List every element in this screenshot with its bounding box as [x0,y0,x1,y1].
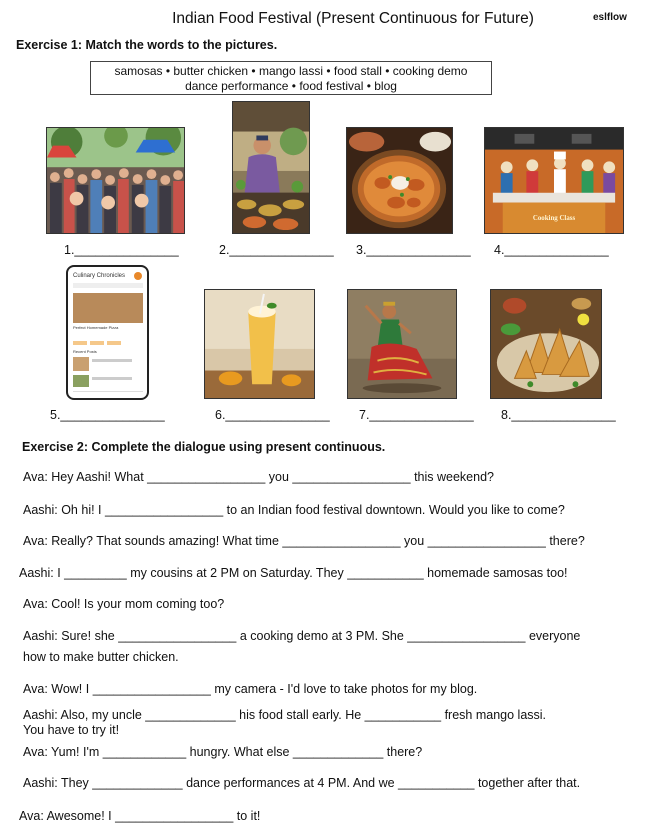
blog-app-title: Culinary Chronicles [73,273,126,279]
samosas-plate-photo [490,289,602,399]
dialogue-line-4: Aashi: I _________ my cousins at 2 PM on Saturday. They ___________ homemade samosas too! [19,566,568,580]
food-stall-vendor-photo [232,101,310,234]
indian-dancer-photo [347,289,457,399]
dialogue-line-10: Aashi: They _____________ dance performances at 4 PM. And we ___________ together after that. [23,776,581,790]
blog-post-title: Perfect Homemade Pizza [73,325,119,330]
picture-blank-3[interactable]: 3._______________ [356,243,471,257]
dialogue-line-1: Ava: Hey Aashi! What _________________ you _________________ this weekend? [23,470,494,484]
blog-avatar-icon [134,272,142,280]
dialogue-line-8: Aashi: Also, my uncle _____________ his food stall early. He ___________ fresh mango lassi. [23,708,547,722]
picture-blank-7[interactable]: 7._______________ [359,408,474,422]
page-title: Indian Food Festival (Present Continuous for Future) [172,10,534,27]
blog-chip-1 [73,341,87,345]
dialogue-line-11: Ava: Awesome! I _________________ to it! [19,809,261,823]
blog-tab-bar [73,391,143,392]
exercise2-heading: Exercise 2: Complete the dialogue using present continuous. [22,440,386,454]
blog-line-2 [92,377,132,380]
dialogue-line-6-continued: how to make butter chicken. [23,650,179,664]
exercise1-heading: Exercise 1: Match the words to the pictures. [16,38,278,52]
blog-thumb-1 [73,357,89,371]
blog-on-phone-screenshot [66,265,149,400]
picture-blank-2[interactable]: 2._______________ [219,243,334,257]
word-bank-line1: samosas • butter chicken • mango lassi • food stall • cooking demo [114,64,468,78]
picture-blank-1[interactable]: 1._______________ [64,243,179,257]
mango-lassi-glass-photo [204,289,315,399]
crowded-street-festival-photo [46,127,185,234]
cooking-class-illustration [484,127,624,234]
dialogue-line-9: Ava: Yum! I'm ____________ hungry. What else _____________ there? [23,745,423,759]
picture-blank-6[interactable]: 6._______________ [215,408,330,422]
word-bank [90,61,492,95]
blog-thumb-2 [73,375,89,387]
blog-section-title: Recent Posts [73,349,97,354]
butter-chicken-bowl-photo [346,127,453,234]
picture-blank-5[interactable]: 5._______________ [50,408,165,422]
dialogue-line-6: Aashi: Sure! she _________________ a cooking demo at 3 PM. She _________________ everyone [23,629,581,643]
word-bank-line2: dance performance • food festival • blog [185,79,397,93]
blog-featured-image [73,293,143,323]
picture-blank-4[interactable]: 4._______________ [494,243,609,257]
blog-chip-2 [90,341,104,345]
dialogue-line-2: Aashi: Oh hi! I _________________ to an Indian food festival downtown. Would you like to come? [23,503,565,517]
brand-logo-text: eslflow [593,12,627,23]
cooking-class-sign: Cooking Class [532,215,576,223]
blog-search-bar [73,283,143,288]
dialogue-line-8-continued: You have to try it! [23,723,120,737]
blog-line-1 [92,359,132,362]
dialogue-line-3: Ava: Really? That sounds amazing! What time _________________ you _________________ there? [23,534,585,548]
dialogue-line-7: Ava: Wow! I _________________ my camera - I'd love to take photos for my blog. [23,682,478,696]
dialogue-line-5: Ava: Cool! Is your mom coming too? [23,597,225,611]
blog-chip-3 [107,341,121,345]
picture-blank-8[interactable]: 8._______________ [501,408,616,422]
